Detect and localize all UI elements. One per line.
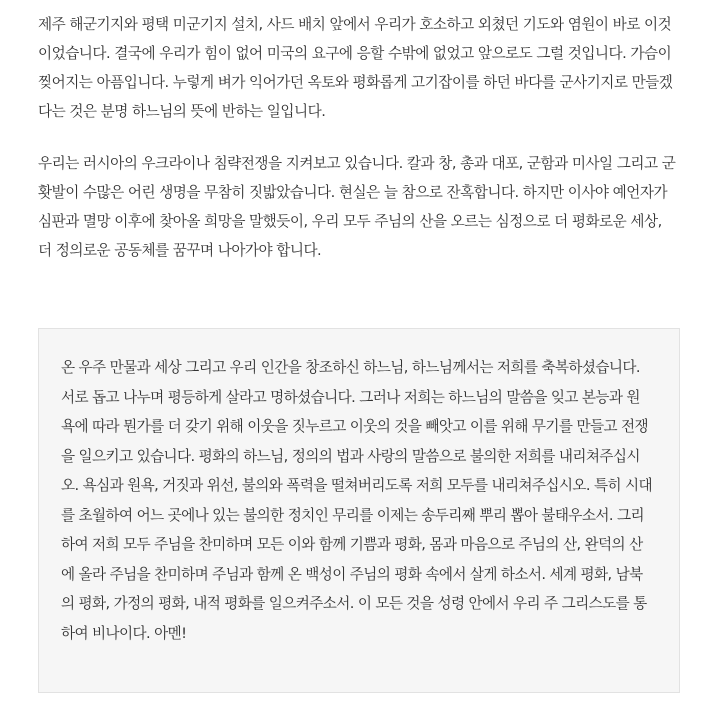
prayer-quote-box — [38, 328, 680, 693]
prayer-line: 하여 비나이다. 아멘! — [61, 624, 187, 642]
prayer-text — [61, 353, 661, 648]
article-body — [38, 10, 688, 265]
paragraph-line: 제주 해군기지와 평택 미군기지 설치, 사드 배치 앞에서 우리가 호소하고 외쳤던 기도와 염원이 바로 이것 — [38, 16, 672, 33]
prayer-line: 에 올라 주님을 찬미하며 주님과 함께 온 백성이 주님의 평화 속에서 살게 하소서. 세계 평화, 남북 — [61, 565, 643, 583]
paragraph-line: 우리는 러시아의 우크라이나 침략전쟁을 지켜보고 있습니다. 칼과 창, 총과 대포, 군함과 미사일 그리고 군 — [38, 155, 676, 172]
paragraph-military-bases — [38, 10, 688, 126]
prayer-line: 하여 저희 모두 주님을 찬미하며 모든 이와 함께 기쁨과 평화, 몸과 마음으로 주님의 산, 완덕의 산 — [61, 536, 643, 553]
paragraph-line: 심판과 멸망 이후에 찾아올 희망을 말했듯이, 우리 모두 주님의 산을 오르는 심정으로 더 평화로운 세상, — [38, 213, 662, 230]
paragraph-ukraine-war — [38, 149, 688, 265]
prayer-line: 를 초월하여 어느 곳에나 있는 불의한 정치인 무리를 이제는 송두리째 뿌리 뽑아 불태우소서. 그리 — [61, 506, 644, 524]
prayer-line: 욕에 따라 뭔가를 더 갖기 위해 이웃을 짓누르고 이웃의 것을 빼앗고 이를 위해 무기를 만들고 전쟁 — [61, 418, 648, 435]
paragraph-line: 이었습니다. 결국에 우리가 힘이 없어 미국의 요구에 응할 수밖에 없었고 앞으로도 그럴 것입니다. 가슴이 — [38, 45, 672, 62]
paragraph-line: 찢어지는 아픔입니다. 누렇게 벼가 익어가던 옥토와 평화롭게 고기잡이를 하던 바다를 군사기지로 만들겠 — [38, 74, 673, 91]
prayer-line: 을 일으키고 있습니다. 평화의 하느님, 정의의 법과 사랑의 말씀으로 불의한 저희를 내리쳐주십시 — [61, 447, 640, 465]
prayer-line: 서로 돕고 나누며 평등하게 살라고 명하셨습니다. 그러나 저희는 하느님의 말씀을 잊고 본능과 원 — [61, 388, 640, 406]
paragraph-line: 더 정의로운 공동체를 꿈꾸며 나아가야 합니다. — [38, 242, 322, 259]
prayer-line: 의 평화, 가정의 평화, 내적 평화를 일으켜주소서. 이 모든 것을 성령 안에서 우리 주 그리스도를 통 — [61, 595, 647, 612]
prayer-line: 오. 욕심과 원욕, 거짓과 위선, 불의와 폭력을 떨쳐버리도록 저희 모두를 내리쳐주십시오. 특히 시대 — [61, 477, 653, 494]
prayer-line: 온 우주 만물과 세상 그리고 우리 인간을 창조하신 하느님, 하느님께서는 저희를 축복하셨습니다. — [61, 359, 640, 376]
paragraph-line: 다는 것은 분명 하느님의 뜻에 반하는 일입니다. — [38, 103, 326, 120]
paragraph-line: 홧발이 수많은 어린 생명을 무참히 짓밟았습니다. 현실은 늘 참으로 잔혹합니다. 하지만 이사야 예언자가 — [38, 184, 668, 201]
